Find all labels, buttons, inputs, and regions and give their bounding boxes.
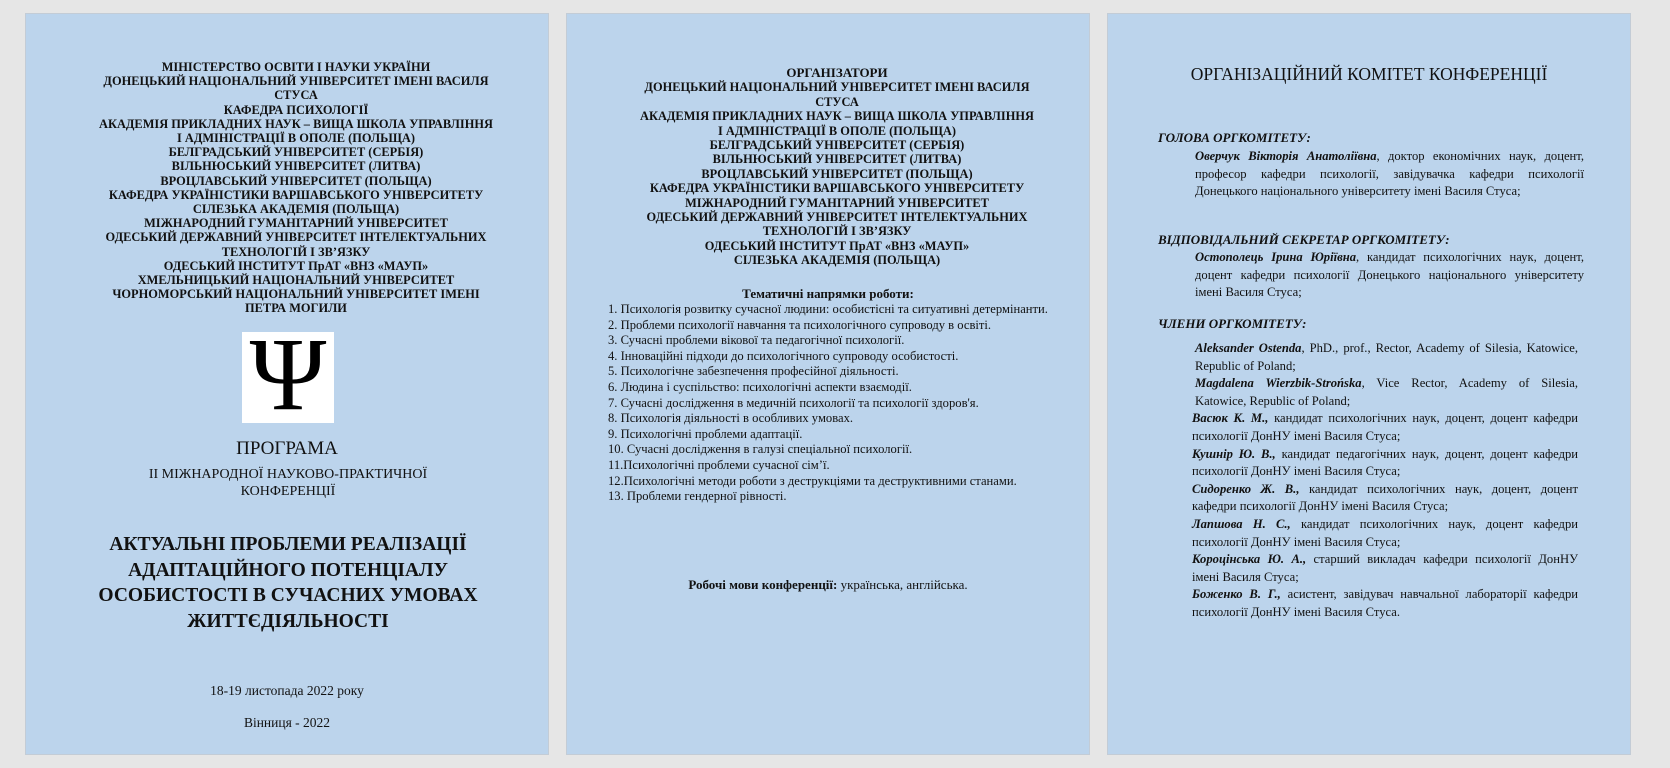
member-name: Кушнір Ю. В., [1192, 446, 1276, 461]
direction-item: 10. Сучасні дослідження в галузі спеціальної психології. [608, 442, 913, 457]
conference-subtitle: ІІ МІЖНАРОДНОЇ НАУКОВО-ПРАКТИЧНОЇ КОНФЕРЕНЦІЇ [148, 467, 428, 499]
city-year: Вінниця - 2022 [243, 715, 331, 730]
member-entry [1192, 340, 1578, 375]
institution-line: АКАДЕМІЯ ПРИКЛАДНИХ НАУК – ВИЩА ШКОЛА УПРАВЛІННЯ І АДМІНІСТРАЦІЇ В ОПОЛЕ (ПОЛЬЩА) [99, 116, 493, 146]
member-description: кандидат психологічних наук, доцент, доцент кафедри психології ДонНУ імені Василя Стуса; [1192, 481, 1579, 514]
chair-description: , доктор економічних наук, доцент, професор кафедри психології, завідувачка кафедри психології Донецького національного університету імені Василя Стуса; [1195, 149, 1584, 199]
secretary-name: Остополець Ірина Юріївна [1195, 250, 1356, 264]
member-description: кандидат педагогічних наук, доцент, доцент кафедри психології ДонНУ імені Василя Стуса; [1192, 446, 1579, 479]
member-description: , PhD., prof., Rector, Academy of Silesia, Katowice, Republic of Poland; [1195, 341, 1578, 373]
organizer-line: ДОНЕЦЬКИЙ НАЦІОНАЛЬНИЙ УНІВЕРСИТЕТ ІМЕНІ ВАСИЛЯ СТУСА [644, 80, 1030, 109]
chair-entry [1195, 148, 1584, 201]
member-entry [1192, 446, 1578, 481]
conference-dates: 18-19 листопада 2022 року [210, 683, 364, 698]
institution-line: ОДЕСЬКИЙ ІНСТИТУТ ПрАТ «ВНЗ «МАУП» [163, 258, 429, 273]
direction-item: 7. Сучасні дослідження в медичній психології та психології здоров'я. [608, 395, 979, 410]
directions-heading: Тематичні напрямки роботи: [742, 286, 914, 301]
direction-item: 4. Інноваційні підходи до психологічного супроводу особистості. [608, 348, 959, 363]
member-description: старший викладач кафедри психології ДонНУ імені Василя Стуса; [1192, 552, 1578, 584]
direction-item: 11.Психологічні проблеми сучасної сім’ї. [608, 457, 830, 472]
languages-label: Робочі мови конференції: [688, 577, 838, 592]
organizer-line: БЕЛГРАДСЬКИЙ УНІВЕРСИТЕТ (СЕРБІЯ) [709, 138, 965, 153]
member-entry [1192, 481, 1578, 516]
institution-line: КАФЕДРА ПСИХОЛОГІЇ [223, 102, 369, 117]
direction-item: 1. Психологія розвитку сучасної людини: особистісні та ситуативні детермінанти. [608, 302, 1048, 316]
psi-logo-icon [242, 316, 334, 432]
institution-line: ДОНЕЦЬКИЙ НАЦІОНАЛЬНИЙ УНІВЕРСИТЕТ ІМЕНІ ВАСИЛЯ СТУСА [103, 74, 489, 103]
member-description: асистент, завідувач навчальної лабораторії кафедри психології ДонНУ імені Василя Стуса. [1192, 587, 1578, 619]
committee-title: ОРГАНІЗАЦІЙНИЙ КОМІТЕТ КОНФЕРЕНЦІЇ [1190, 64, 1548, 84]
program-label: ПРОГРАМА [236, 438, 338, 459]
direction-item: 8. Психологія діяльності в особливих умовах. [608, 411, 854, 426]
page-organizers [566, 13, 1090, 755]
psi-glyph: Ψ [249, 316, 327, 432]
organizer-line: ОДЕСЬКИЙ ДЕРЖАВНИЙ УНІВЕРСИТЕТ ІНТЕЛЕКТУАЛЬНИХ ТЕХНОЛОГІЙ І ЗВ’ЯЗКУ [646, 210, 1028, 239]
organizer-line: СІЛЕЗЬКА АКАДЕМІЯ (ПОЛЬЩА) [733, 253, 941, 268]
member-name: Сидоренко Ж. В., [1192, 481, 1300, 496]
institution-line: МІЖНАРОДНИЙ ГУМАНІТАРНИЙ УНІВЕРСИТЕТ [144, 216, 448, 231]
institution-line: ОДЕСЬКИЙ ДЕРЖАВНИЙ УНІВЕРСИТЕТ ІНТЕЛЕКТУАЛЬНИХ ТЕХНОЛОГІЙ І ЗВ’ЯЗКУ [105, 230, 487, 259]
member-entry [1192, 516, 1578, 551]
directions-list [608, 302, 1049, 505]
direction-item: 13. Проблеми гендерної рівності. [608, 489, 787, 504]
direction-item: 5. Психологічне забезпечення професійної діяльності. [608, 364, 899, 379]
languages-value: українська, англійська. [837, 577, 968, 592]
institutions-list [96, 60, 496, 316]
secretary-heading: ВІДПОВІДАЛЬНИЙ СЕКРЕТАР ОРГКОМІТЕТУ: [1158, 232, 1450, 247]
organizer-line: АКАДЕМІЯ ПРИКЛАДНИХ НАУК – ВИЩА ШКОЛА УПРАВЛІННЯ І АДМІНІСТРАЦІЇ В ОПОЛЕ (ПОЛЬЩА) [640, 109, 1034, 138]
page-cover [25, 13, 549, 755]
member-entry [1192, 375, 1578, 410]
member-entry [1192, 551, 1578, 586]
member-description: , Vice Rector, Academy of Silesia, Katowice, Republic of Poland; [1195, 376, 1578, 408]
secretary-entry [1195, 249, 1584, 302]
member-name: Васюк К. М., [1192, 411, 1269, 426]
chair-name: Оверчук Вікторія Анатоліївна [1195, 149, 1377, 163]
direction-item: 12.Психологічні методи роботи з деструкціями та деструктивними станами. [608, 473, 1017, 488]
working-languages [567, 577, 1089, 593]
member-name: Короцінська Ю. А., [1192, 552, 1307, 567]
institution-line: ВІЛЬНЮСЬКИЙ УНІВЕРСИТЕТ (ЛИТВА) [171, 159, 421, 174]
chair-heading: ГОЛОВА ОРГКОМІТЕТУ: [1158, 130, 1311, 145]
members-heading: ЧЛЕНИ ОРГКОМІТЕТУ: [1158, 316, 1307, 331]
member-description: кандидат психологічних наук, доцент кафедри психології ДонНУ імені Василя Стуса; [1192, 516, 1578, 549]
organizer-line: ВІЛЬНЮСЬКИЙ УНІВЕРСИТЕТ (ЛИТВА) [712, 152, 962, 167]
institution-line: МІНІСТЕРСТВО ОСВІТИ І НАУКИ УКРАЇНИ [161, 60, 431, 74]
member-name: Боженко В. Г., [1192, 587, 1281, 602]
organizer-line: МІЖНАРОДНИЙ ГУМАНІТАРНИЙ УНІВЕРСИТЕТ [685, 195, 989, 210]
direction-item: 6. Людина і суспільство: психологічні аспекти взаємодії. [608, 379, 912, 394]
secretary-description: , кандидат психологічних наук, доцент, доцент кафедри психології Донецького національного університету імені Василя Стуса; [1195, 250, 1584, 300]
organizers-list [637, 66, 1037, 268]
organizer-line: ВРОЦЛАВСЬКИЙ УНІВЕРСИТЕТ (ПОЛЬЩА) [701, 166, 973, 181]
member-entry [1192, 410, 1578, 445]
direction-item: 2. Проблеми психології навчання та психологічного супроводу в освіті. [608, 317, 992, 332]
organizer-line: ОДЕСЬКИЙ ІНСТИТУТ ПрАТ «ВНЗ «МАУП» [704, 238, 970, 253]
institution-line: ХМЕЛЬНИЦЬКИЙ НАЦІОНАЛЬНИЙ УНІВЕРСИТЕТ [137, 273, 455, 288]
conference-title: АКТУАЛЬНІ ПРОБЛЕМИ РЕАЛІЗАЦІЇ АДАПТАЦІЙНОГО ПОТЕНЦІАЛУ ОСОБИСТОСТІ В СУЧАСНИХ УМОВАХ ЖИТТЄДІЯЛЬНОСТІ [98, 534, 478, 632]
organizers-heading: ОРГАНІЗАТОРИ [786, 65, 888, 80]
direction-item: 9. Психологічні проблеми адаптації. [608, 426, 803, 441]
member-name: Magdalena Wierzbik-Strońska [1195, 376, 1362, 391]
institution-line: КАФЕДРА УКРАЇНІСТИКИ ВАРШАВСЬКОГО УНІВЕРСИТЕТУ [108, 187, 484, 202]
member-description: кандидат психологічних наук, доцент, доцент кафедри психології ДонНУ імені Василя Стуса; [1192, 411, 1578, 443]
institution-line: ВРОЦЛАВСЬКИЙ УНІВЕРСИТЕТ (ПОЛЬЩА) [160, 173, 432, 188]
member-name: Aleksander Ostenda [1195, 341, 1302, 355]
direction-item: 3. Сучасні проблеми вікової та педагогічної психології. [608, 333, 905, 348]
members-list [1192, 340, 1578, 622]
institution-line: СІЛЕЗЬКА АКАДЕМІЯ (ПОЛЬЩА) [192, 202, 400, 217]
member-name: Лапшова Н. С., [1192, 516, 1291, 531]
institution-line: ЧОРНОМОРСЬКИЙ НАЦІОНАЛЬНИЙ УНІВЕРСИТЕТ ІМЕНІ ПЕТРА МОГИЛИ [112, 287, 480, 316]
page-committee [1107, 13, 1631, 755]
institution-line: БЕЛГРАДСЬКИЙ УНІВЕРСИТЕТ (СЕРБІЯ) [168, 145, 424, 160]
organizer-line: КАФЕДРА УКРАЇНІСТИКИ ВАРШАВСЬКОГО УНІВЕРСИТЕТУ [649, 181, 1025, 196]
member-entry [1192, 586, 1578, 621]
